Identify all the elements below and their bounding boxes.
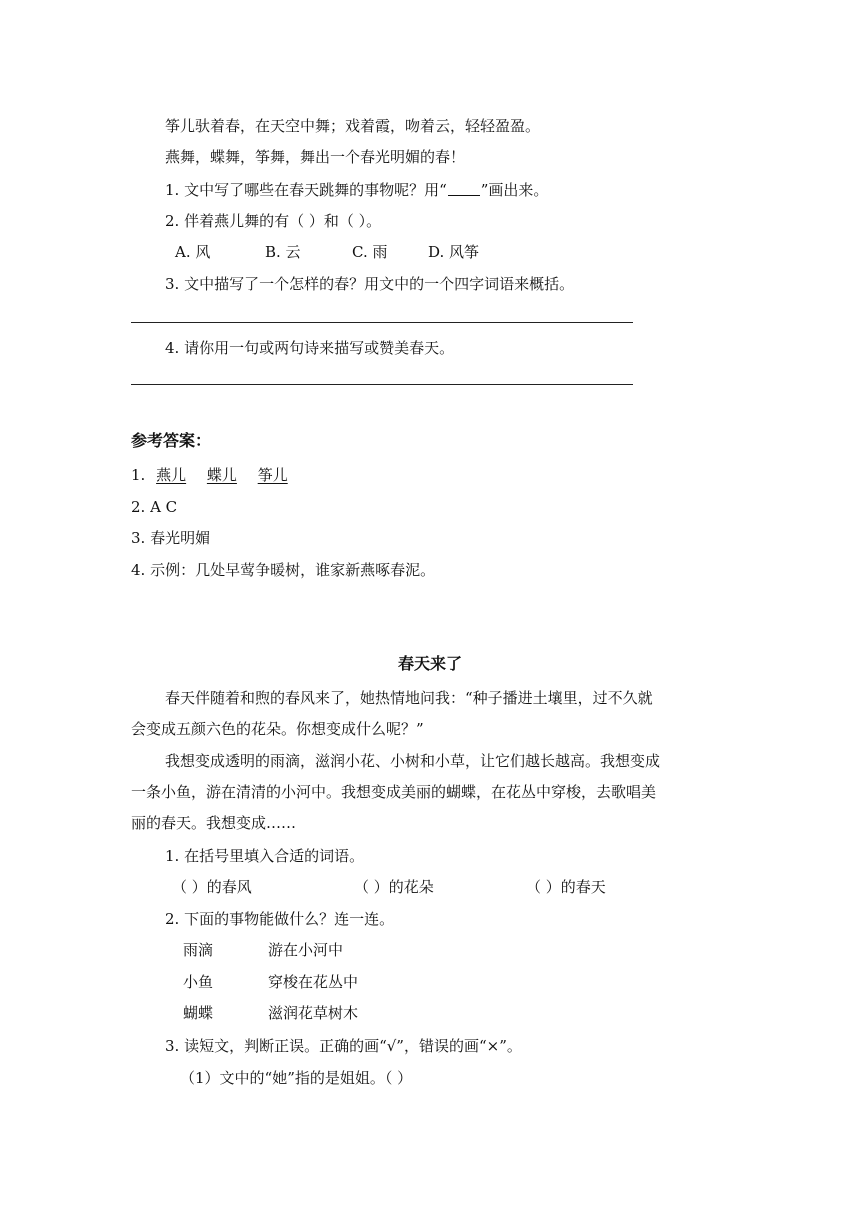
answer-line-3 <box>131 322 633 323</box>
poem-line-1: 筝儿驮着春，在天空中舞；戏着霞，吻着云，轻轻盈盈。 <box>165 117 541 135</box>
paragraph-2-line: 一条小鱼，游在清清的小河中。我想变成美丽的蝴蝶，在花丛中穿梭，去歌唱美 <box>131 783 657 801</box>
match-left-item: 雨滴 <box>183 941 214 959</box>
match-left-item: 小鱼 <box>183 973 214 991</box>
passage2-question-3: 3. 读短文，判断正误。正确的画“√”，错误的画“×”。 <box>165 1037 522 1055</box>
question-4: 4. 请你用一句或两句诗来描写或赞美春天。 <box>165 339 455 357</box>
passage2-question-2: 2. 下面的事物能做什么？连一连。 <box>165 910 395 928</box>
question-1-text-end: ”画出来。 <box>480 181 549 199</box>
paragraph-2-line: 我想变成透明的雨滴，滋润小花、小树和小草，让它们越长越高。我想变成 <box>165 752 661 770</box>
answer-1-item: 燕儿 <box>156 466 187 484</box>
paragraph-1-line: 会变成五颜六色的花朵。你想变成什么呢？” <box>131 720 424 738</box>
fill-blank: （ ）的春天 <box>526 878 606 896</box>
match-right-item: 滋润花草树木 <box>268 1004 359 1022</box>
answer-2: 2. A C <box>131 498 178 516</box>
answer-1-item: 筝儿 <box>257 466 288 484</box>
question-2: 2. 伴着燕儿舞的有（ ）和（ ）。 <box>165 212 382 230</box>
question-1-text: 1. 文中写了哪些在春天跳舞的事物呢？用“ <box>165 181 447 199</box>
paragraph-1-line: 春天伴随着和煦的春风来了，她热情地问我：“种子播进土壤里，过不久就 <box>165 689 653 707</box>
answers-heading: 参考答案： <box>131 431 212 450</box>
answer-3: 3. 春光明媚 <box>131 529 211 547</box>
option-a: A. 风 <box>175 243 211 261</box>
paragraph-2-line: 丽的春天。我想变成…… <box>131 814 297 832</box>
option-b: B. 云 <box>265 243 301 261</box>
passage-title: 春天来了 <box>397 654 462 673</box>
fill-blank: （ ）的花朵 <box>354 878 434 896</box>
answer-4: 4. 示例：几处早莺争暖树，谁家新燕啄春泥。 <box>131 561 436 579</box>
option-c: C. 雨 <box>352 243 388 261</box>
question-1 <box>165 180 548 200</box>
match-left-item: 蝴蝶 <box>183 1004 214 1022</box>
match-right-item: 穿梭在花丛中 <box>268 973 359 991</box>
fill-blank: （ ）的春风 <box>172 878 252 896</box>
poem-line-2: 燕舞，蝶舞，筝舞，舞出一个春光明媚的春！ <box>165 148 466 166</box>
answer-1-number: 1. <box>131 466 146 484</box>
answer-line-4 <box>131 384 633 385</box>
passage2-question-1: 1. 在括号里填入合适的词语。 <box>165 847 365 865</box>
match-right-item: 游在小河中 <box>268 941 344 959</box>
question-3: 3. 文中描写了一个怎样的春？用文中的一个四字词语来概括。 <box>165 275 575 293</box>
answer-1-item: 蝶儿 <box>206 466 237 484</box>
underline-sample <box>448 181 480 196</box>
judge-item-1: （1）文中的“她”指的是姐姐。（ ） <box>180 1069 413 1087</box>
answer-1 <box>131 465 288 485</box>
option-d: D. 风筝 <box>428 243 480 261</box>
